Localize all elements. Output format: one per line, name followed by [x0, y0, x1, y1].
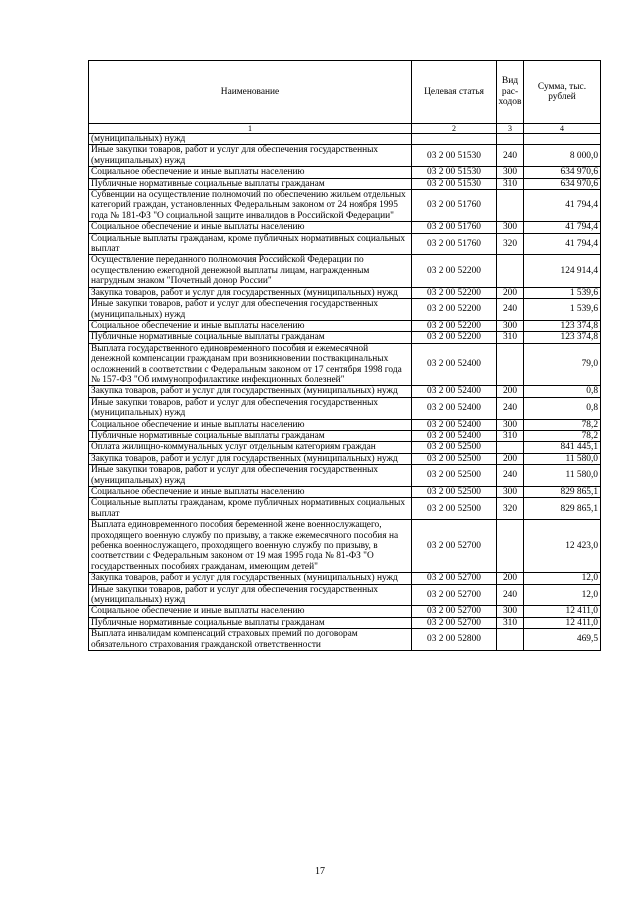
row-sum-cell: 1 539,6	[524, 287, 601, 298]
row-name-cell: Социальное обеспечение и иные выплаты населению	[89, 320, 412, 331]
row-target-article-cell: 03 2 00 52400	[412, 430, 497, 441]
row-expense-type-cell: 240	[497, 299, 524, 321]
row-expense-type-cell	[497, 255, 524, 287]
table-row	[89, 222, 601, 233]
header-expense-type: Вид рас-ходов	[497, 61, 524, 124]
row-name-cell: Иные закупки товаров, работ и услуг для обеспечения государственных (муниципальных) нужд	[89, 299, 412, 321]
table-row	[89, 453, 601, 464]
row-expense-type-cell: 300	[497, 419, 524, 430]
table-row	[89, 178, 601, 189]
row-expense-type-cell: 300	[497, 167, 524, 178]
table-row	[89, 487, 601, 498]
row-expense-type-cell	[497, 629, 524, 651]
row-expense-type-cell	[497, 134, 524, 145]
row-name-cell: Публичные нормативные социальные выплаты гражданам	[89, 178, 412, 189]
row-target-article-cell: 03 2 00 52500	[412, 442, 497, 453]
table-row	[89, 233, 601, 255]
row-sum-cell: 123 374,8	[524, 320, 601, 331]
row-target-article-cell: 03 2 00 51760	[412, 190, 497, 222]
row-sum-cell: 12,0	[524, 573, 601, 584]
row-expense-type-cell: 300	[497, 606, 524, 617]
column-number: 3	[497, 124, 524, 134]
table-row	[89, 145, 601, 167]
row-name-cell: Выплата инвалидам компенсаций страховых премий по договорам обязательного страхования гражданской ответственности	[89, 629, 412, 651]
row-sum-cell: 1 539,6	[524, 299, 601, 321]
row-sum-cell: 12 411,0	[524, 606, 601, 617]
table-row	[89, 498, 601, 520]
row-sum-cell: 12,0	[524, 584, 601, 606]
row-name-cell: Выплата государственного единовременного пособия и ежемесячной денежной компенсации гражданам при возникновении поствакцинальных осложнений в соответствии с Федеральным законом от 17 сентября 1998 года № 157-ФЗ "Об иммунопрофилактике инфекционных болезней"	[89, 343, 412, 386]
row-expense-type-cell: 300	[497, 222, 524, 233]
row-name-cell: Осуществление переданного полномочия Российской Федерации по осуществлению ежегодной денежной выплаты лицам, награжденным нагрудным знаком "Почетный донор России"	[89, 255, 412, 287]
table-row	[89, 430, 601, 441]
row-sum-cell: 634 970,6	[524, 178, 601, 189]
row-target-article-cell: 03 2 00 52700	[412, 606, 497, 617]
column-number-row	[89, 124, 601, 134]
row-target-article-cell: 03 2 00 52500	[412, 453, 497, 464]
row-target-article-cell	[412, 134, 497, 145]
row-sum-cell: 829 865,1	[524, 487, 601, 498]
table-row	[89, 255, 601, 287]
row-target-article-cell: 03 2 00 51530	[412, 145, 497, 167]
row-expense-type-cell: 310	[497, 178, 524, 189]
row-name-cell: Социальное обеспечение и иные выплаты населению	[89, 487, 412, 498]
row-sum-cell: 469,5	[524, 629, 601, 651]
row-target-article-cell: 03 2 00 52400	[412, 386, 497, 397]
row-name-cell: Закупка товаров, работ и услуг для государственных (муниципальных) нужд	[89, 573, 412, 584]
table-row	[89, 606, 601, 617]
column-number: 1	[89, 124, 412, 134]
row-expense-type-cell: 200	[497, 453, 524, 464]
table-row	[89, 190, 601, 222]
table-row	[89, 397, 601, 419]
row-name-cell: Социальное обеспечение и иные выплаты населению	[89, 606, 412, 617]
row-sum-cell: 78,2	[524, 430, 601, 441]
row-expense-type-cell: 240	[497, 465, 524, 487]
table-row	[89, 584, 601, 606]
row-name-cell: Публичные нормативные социальные выплаты гражданам	[89, 617, 412, 628]
row-name-cell: Закупка товаров, работ и услуг для государственных (муниципальных) нужд	[89, 287, 412, 298]
row-target-article-cell: 03 2 00 52400	[412, 397, 497, 419]
table-row	[89, 629, 601, 651]
row-target-article-cell: 03 2 00 51530	[412, 167, 497, 178]
table-row	[89, 520, 601, 573]
row-sum-cell: 41 794,4	[524, 222, 601, 233]
row-sum-cell: 12 411,0	[524, 617, 601, 628]
row-sum-cell: 0,8	[524, 386, 601, 397]
row-name-cell: Публичные нормативные социальные выплаты гражданам	[89, 430, 412, 441]
row-target-article-cell: 03 2 00 52500	[412, 487, 497, 498]
row-name-cell: Закупка товаров, работ и услуг для государственных (муниципальных) нужд	[89, 386, 412, 397]
row-name-cell: Социальные выплаты гражданам, кроме публичных нормативных социальных выплат	[89, 233, 412, 255]
row-expense-type-cell	[497, 442, 524, 453]
row-name-cell: Публичные нормативные социальные выплаты гражданам	[89, 332, 412, 343]
row-name-cell: Социальные выплаты гражданам, кроме публичных нормативных социальных выплат	[89, 498, 412, 520]
row-sum-cell: 11 580,0	[524, 453, 601, 464]
row-target-article-cell: 03 2 00 52400	[412, 343, 497, 386]
row-target-article-cell: 03 2 00 52800	[412, 629, 497, 651]
row-expense-type-cell: 310	[497, 430, 524, 441]
row-target-article-cell: 03 2 00 52500	[412, 465, 497, 487]
table-row	[89, 343, 601, 386]
row-sum-cell: 79,0	[524, 343, 601, 386]
table-row	[89, 134, 601, 145]
row-expense-type-cell: 310	[497, 332, 524, 343]
row-name-cell: Оплата жилищно-коммунальных услуг отдельным категориям граждан	[89, 442, 412, 453]
row-expense-type-cell: 320	[497, 233, 524, 255]
row-target-article-cell: 03 2 00 51760	[412, 233, 497, 255]
page-number: 17	[315, 866, 325, 877]
row-expense-type-cell: 200	[497, 287, 524, 298]
header-target-article: Целевая статья	[412, 61, 497, 124]
row-sum-cell: 124 914,4	[524, 255, 601, 287]
row-target-article-cell: 03 2 00 52700	[412, 573, 497, 584]
table-row	[89, 320, 601, 331]
row-name-cell: Иные закупки товаров, работ и услуг для обеспечения государственных (муниципальных) нужд	[89, 584, 412, 606]
row-sum-cell: 41 794,4	[524, 233, 601, 255]
row-expense-type-cell: 320	[497, 498, 524, 520]
row-name-cell: Социальное обеспечение и иные выплаты населению	[89, 419, 412, 430]
row-expense-type-cell	[497, 343, 524, 386]
row-target-article-cell: 03 2 00 52700	[412, 584, 497, 606]
row-target-article-cell: 03 2 00 52200	[412, 255, 497, 287]
row-target-article-cell: 03 2 00 52200	[412, 320, 497, 331]
row-name-cell: Закупка товаров, работ и услуг для государственных (муниципальных) нужд	[89, 453, 412, 464]
row-name-cell: (муниципальных) нужд	[89, 134, 412, 145]
column-number: 4	[524, 124, 601, 134]
row-expense-type-cell: 200	[497, 386, 524, 397]
row-name-cell: Субвенции на осуществление полномочий по обеспечению жильем отдельных категорий граждан, установленных Федеральным законом от 24 ноября 1995 года № 181-ФЗ "О социальной защите инвалидов в Российской Федерации"	[89, 190, 412, 222]
row-target-article-cell: 03 2 00 51530	[412, 178, 497, 189]
row-sum-cell: 11 580,0	[524, 465, 601, 487]
row-name-cell: Социальное обеспечение и иные выплаты населению	[89, 167, 412, 178]
row-expense-type-cell: 240	[497, 397, 524, 419]
row-expense-type-cell: 310	[497, 617, 524, 628]
row-sum-cell: 12 423,0	[524, 520, 601, 573]
row-sum-cell: 8 000,0	[524, 145, 601, 167]
row-name-cell: Выплата единовременного пособия беременной жене военнослужащего, проходящего военную службу по призыву, а также ежемесячного пособия на ребенка военнослужащего, проходящего военную службу по призыву, в соответствии с Федеральным законом от 19 мая 1995 года № 81-ФЗ "О государственных пособиях гражданам, имеющим детей"	[89, 520, 412, 573]
row-sum-cell: 123 374,8	[524, 332, 601, 343]
table-row	[89, 332, 601, 343]
row-target-article-cell: 03 2 00 52500	[412, 498, 497, 520]
table-row	[89, 442, 601, 453]
row-target-article-cell: 03 2 00 52700	[412, 520, 497, 573]
table-row	[89, 386, 601, 397]
row-target-article-cell: 03 2 00 52200	[412, 332, 497, 343]
row-name-cell: Иные закупки товаров, работ и услуг для обеспечения государственных (муниципальных) нужд	[89, 145, 412, 167]
row-target-article-cell: 03 2 00 51760	[412, 222, 497, 233]
row-expense-type-cell: 240	[497, 145, 524, 167]
header-name: Наименование	[89, 61, 412, 124]
row-expense-type-cell: 200	[497, 573, 524, 584]
row-expense-type-cell	[497, 190, 524, 222]
table-row	[89, 617, 601, 628]
column-number: 2	[412, 124, 497, 134]
row-target-article-cell: 03 2 00 52200	[412, 287, 497, 298]
row-expense-type-cell	[497, 520, 524, 573]
row-name-cell: Иные закупки товаров, работ и услуг для обеспечения государственных (муниципальных) нужд	[89, 465, 412, 487]
table-body	[89, 134, 601, 651]
row-sum-cell: 634 970,6	[524, 167, 601, 178]
table-row	[89, 465, 601, 487]
row-expense-type-cell: 300	[497, 487, 524, 498]
row-sum-cell: 0,8	[524, 397, 601, 419]
row-sum-cell: 78,2	[524, 419, 601, 430]
row-expense-type-cell: 300	[497, 320, 524, 331]
row-sum-cell: 41 794,4	[524, 190, 601, 222]
row-target-article-cell: 03 2 00 52700	[412, 617, 497, 628]
row-target-article-cell: 03 2 00 52400	[412, 419, 497, 430]
row-name-cell: Иные закупки товаров, работ и услуг для обеспечения государственных (муниципальных) нужд	[89, 397, 412, 419]
row-expense-type-cell: 240	[497, 584, 524, 606]
row-sum-cell: 829 865,1	[524, 498, 601, 520]
table-row	[89, 287, 601, 298]
budget-table	[88, 60, 601, 651]
header-sum: Сумма, тыс. рублей	[524, 61, 601, 124]
row-target-article-cell: 03 2 00 52200	[412, 299, 497, 321]
table-row	[89, 419, 601, 430]
table-row	[89, 573, 601, 584]
table-row	[89, 299, 601, 321]
row-name-cell: Социальное обеспечение и иные выплаты населению	[89, 222, 412, 233]
row-sum-cell: 841 445,1	[524, 442, 601, 453]
row-sum-cell	[524, 134, 601, 145]
table-header	[89, 61, 601, 134]
table-row	[89, 167, 601, 178]
